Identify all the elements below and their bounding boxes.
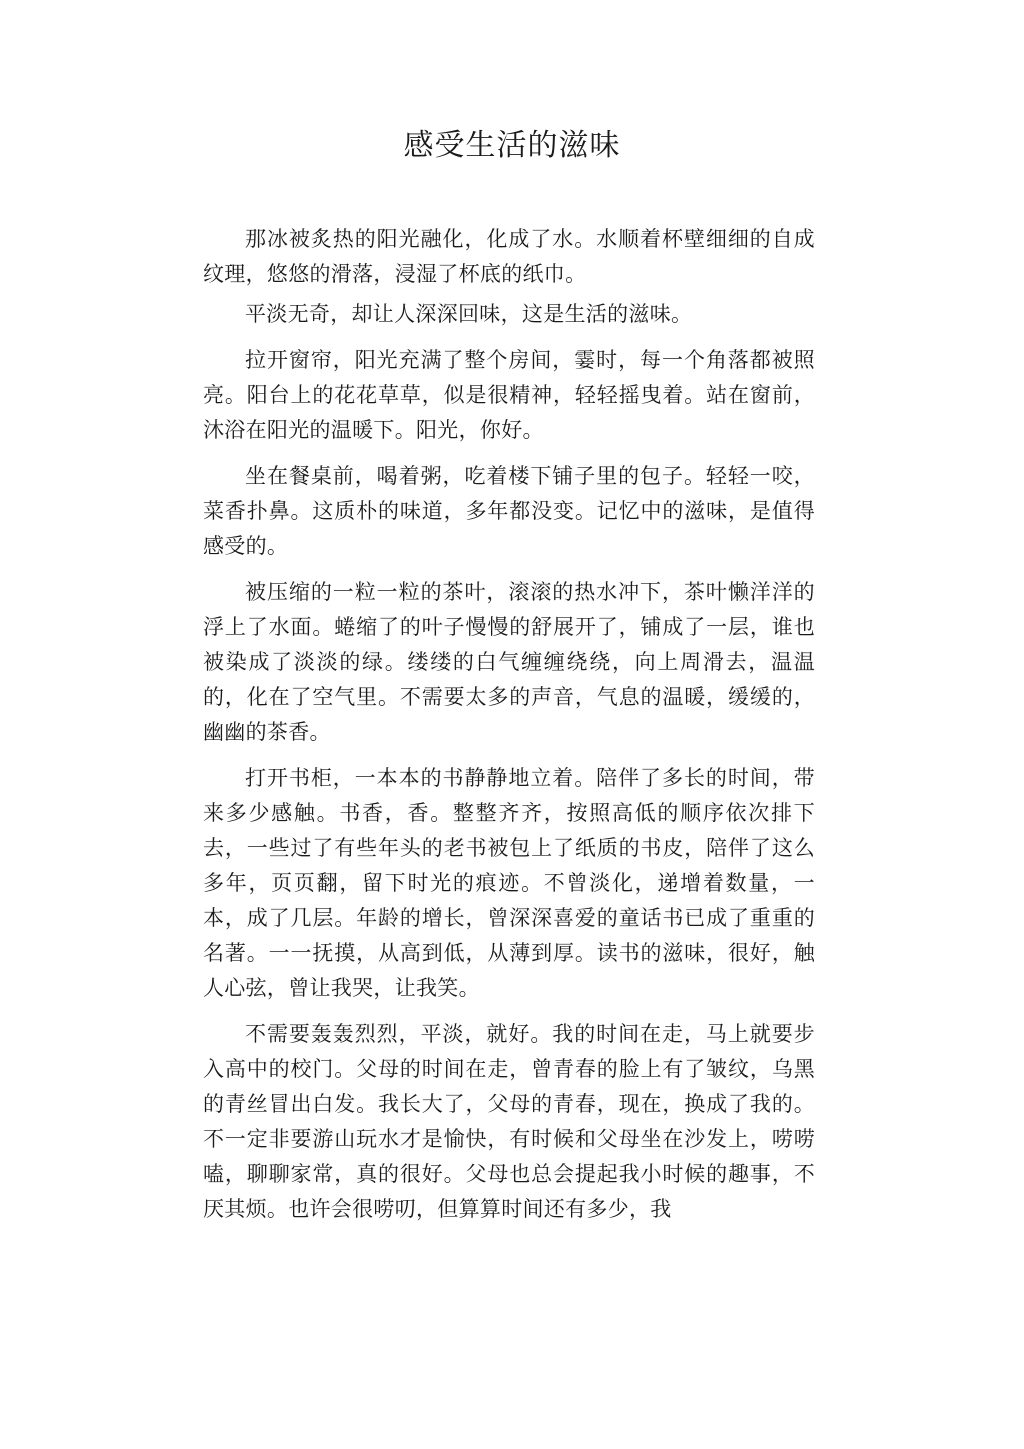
- paragraph-3: 拉开窗帘，阳光充满了整个房间，霎时，每一个角落都被照亮。阳台上的花花草草，似是很精神，轻轻摇曳着。站在窗前，沐浴在阳光的温暖下。阳光，你好。: [203, 348, 815, 442]
- article-body: [203, 222, 815, 1227]
- paragraph-5: 被压缩的一粒一粒的茶叶，滚滚的热水冲下，茶叶懒洋洋的浮上了水面。蜷缩了的叶子慢慢的舒展开了，铺成了一层，谁也被染成了淡淡的绿。缕缕的白气缠缠绕绕，向上周滑去，温温的，化在了空气里。不需要太多的声音，气息的温暖，缓缓的，幽幽的茶香。: [203, 580, 815, 744]
- paragraph-6: 打开书柜，一本本的书静静地立着。陪伴了多长的时间，带来多少感触。书香，香。整整齐齐，按照高低的顺序依次排下去，一些过了有些年头的老书被包上了纸质的书皮，陪伴了这么多年，页页翻，留下时光的痕迹。不曾淡化，递增着数量，一本，成了几层。年龄的增长，曾深深喜爱的童话书已成了重重的名著。一一抚摸，从高到低，从薄到厚。读书的滋味，很好，触人心弦，曾让我哭，让我笑。: [203, 766, 815, 1000]
- page-title: 感受生活的滋味: [403, 128, 621, 163]
- paragraph-2: 平淡无奇，却让人深深回味，这是生活的滋味。: [245, 302, 693, 326]
- paragraph-4: 坐在餐桌前，喝着粥，吃着楼下铺子里的包子。轻轻一咬，菜香扑鼻。这质朴的味道，多年都没变。记忆中的滋味，是值得感受的。: [203, 464, 815, 558]
- paragraph-1: 那冰被炙热的阳光融化，化成了水。水顺着杯壁细细的自成纹理，悠悠的滑落，浸湿了杯底的纸巾。: [203, 227, 815, 286]
- paragraph-7: 不需要轰轰烈烈，平淡，就好。我的时间在走，马上就要步入高中的校门。父母的时间在走，曾青春的脸上有了皱纹，乌黑的青丝冒出白发。我长大了，父母的青春，现在，换成了我的。不一定非要游山玩水才是愉快，有时候和父母坐在沙发上，唠唠嗑，聊聊家常，真的很好。父母也总会提起我小时候的趣事，不厌其烦。也许会很唠叨，但算算时间还有多少，我: [203, 1022, 815, 1221]
